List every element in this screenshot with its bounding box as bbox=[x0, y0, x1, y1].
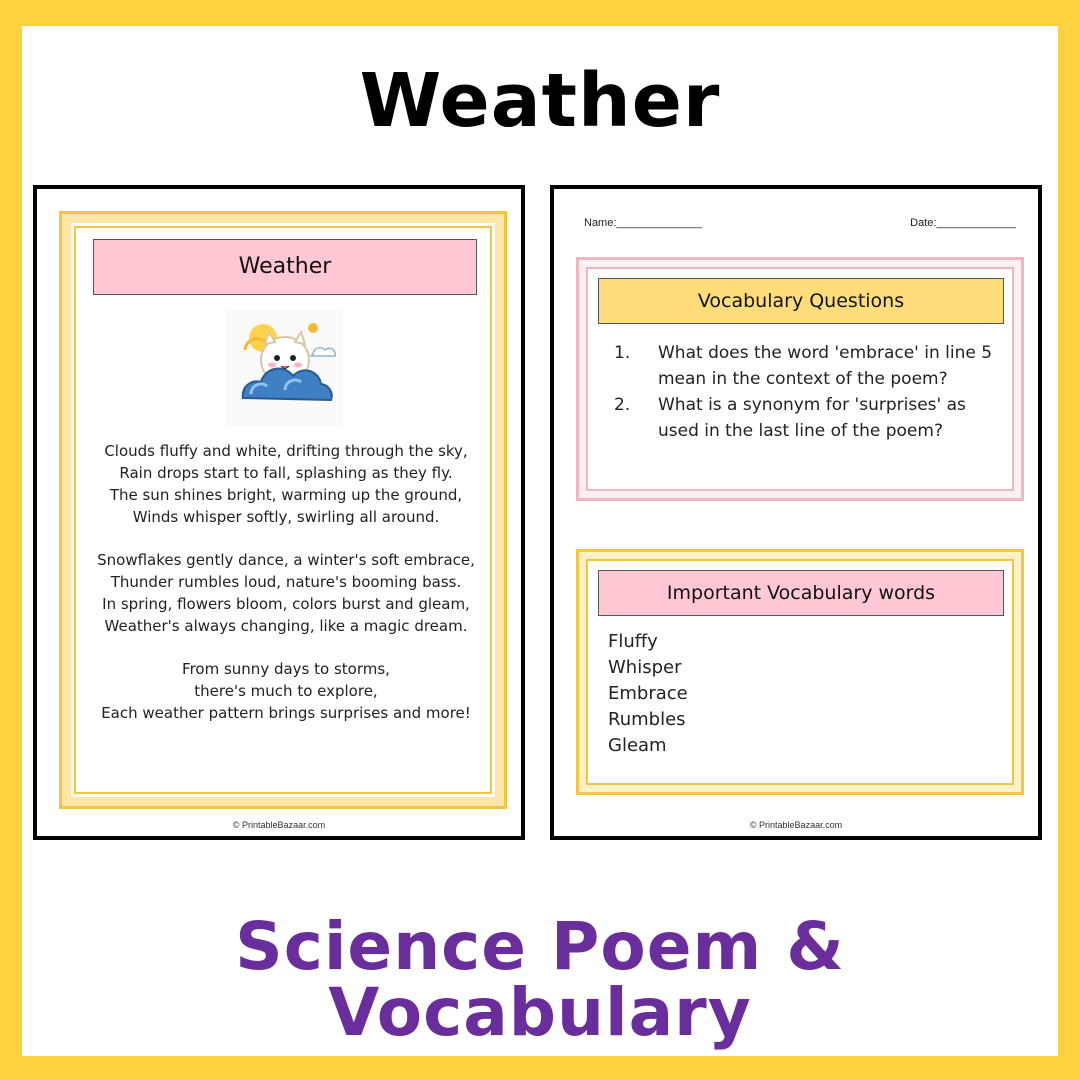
vocabulary-page bbox=[550, 185, 1042, 840]
poem-line: Snowflakes gently dance, a winter's soft embrace, bbox=[97, 551, 475, 569]
poem-line: Thunder rumbles loud, nature's booming bass. bbox=[110, 573, 462, 591]
vocabulary-questions-box bbox=[576, 257, 1024, 501]
poem-line: In spring, flowers bloom, colors burst and gleam, bbox=[102, 595, 470, 613]
question-text: What is a synonym for 'surprises' as used in the last line of the poem? bbox=[658, 395, 966, 441]
date-field[interactable]: Date:_____________ bbox=[910, 217, 1016, 229]
poem-frame-inner bbox=[74, 226, 492, 794]
question-number: 1. bbox=[614, 343, 631, 363]
cloud-character-icon bbox=[227, 310, 343, 426]
banner-subtitle: Science Poem & Vocabulary bbox=[235, 908, 845, 1051]
poem-title: Weather bbox=[93, 239, 477, 295]
poem-stanza bbox=[86, 549, 486, 637]
vocabulary-word: Rumbles bbox=[608, 709, 686, 730]
question-item bbox=[614, 392, 994, 444]
poem-line: Weather's always changing, like a magic dream. bbox=[104, 617, 468, 635]
poem-line: The sun shines bright, warming up the ground, bbox=[109, 486, 463, 504]
poem-line: Rain drops start to fall, splashing as they fly. bbox=[119, 464, 453, 482]
vocabulary-questions-title: Vocabulary Questions bbox=[598, 278, 1004, 324]
question-number: 2. bbox=[614, 395, 631, 415]
vocabulary-word: Gleam bbox=[608, 735, 667, 756]
questions-list bbox=[614, 340, 994, 444]
copyright-footer: © PrintableBazaar.com bbox=[749, 820, 843, 830]
question-item bbox=[614, 340, 994, 392]
vocabulary-word: Embrace bbox=[608, 683, 688, 704]
vocabulary-word: Fluffy bbox=[608, 631, 658, 652]
canvas bbox=[22, 26, 1058, 1056]
poem-line: From sunny days to storms, there's much to explore, bbox=[182, 660, 390, 700]
vocabulary-words-box bbox=[576, 549, 1024, 795]
vocabulary-words-title: Important Vocabulary words bbox=[598, 570, 1004, 616]
vocabulary-words-list bbox=[608, 629, 688, 759]
vocabulary-questions-inner bbox=[586, 267, 1014, 491]
poem-stanza bbox=[86, 658, 486, 724]
name-field[interactable]: Name:______________ bbox=[584, 217, 703, 229]
poem-line: Winds whisper softly, swirling all around. bbox=[132, 508, 440, 526]
poem-stanza bbox=[86, 440, 486, 528]
vocabulary-word: Whisper bbox=[608, 657, 682, 678]
question-text: What does the word 'embrace' in line 5 mean in the context of the poem? bbox=[658, 343, 993, 389]
poem-line: Each weather pattern brings surprises and more! bbox=[101, 704, 471, 722]
poem-text bbox=[86, 440, 486, 745]
poem-line: Clouds fluffy and white, drifting through the sky, bbox=[104, 442, 468, 460]
page-title: Weather bbox=[359, 58, 721, 144]
vocabulary-words-inner bbox=[586, 559, 1014, 785]
poem-page bbox=[33, 185, 525, 840]
copyright-footer: © PrintableBazaar.com bbox=[232, 820, 326, 830]
poem-frame bbox=[59, 211, 507, 809]
